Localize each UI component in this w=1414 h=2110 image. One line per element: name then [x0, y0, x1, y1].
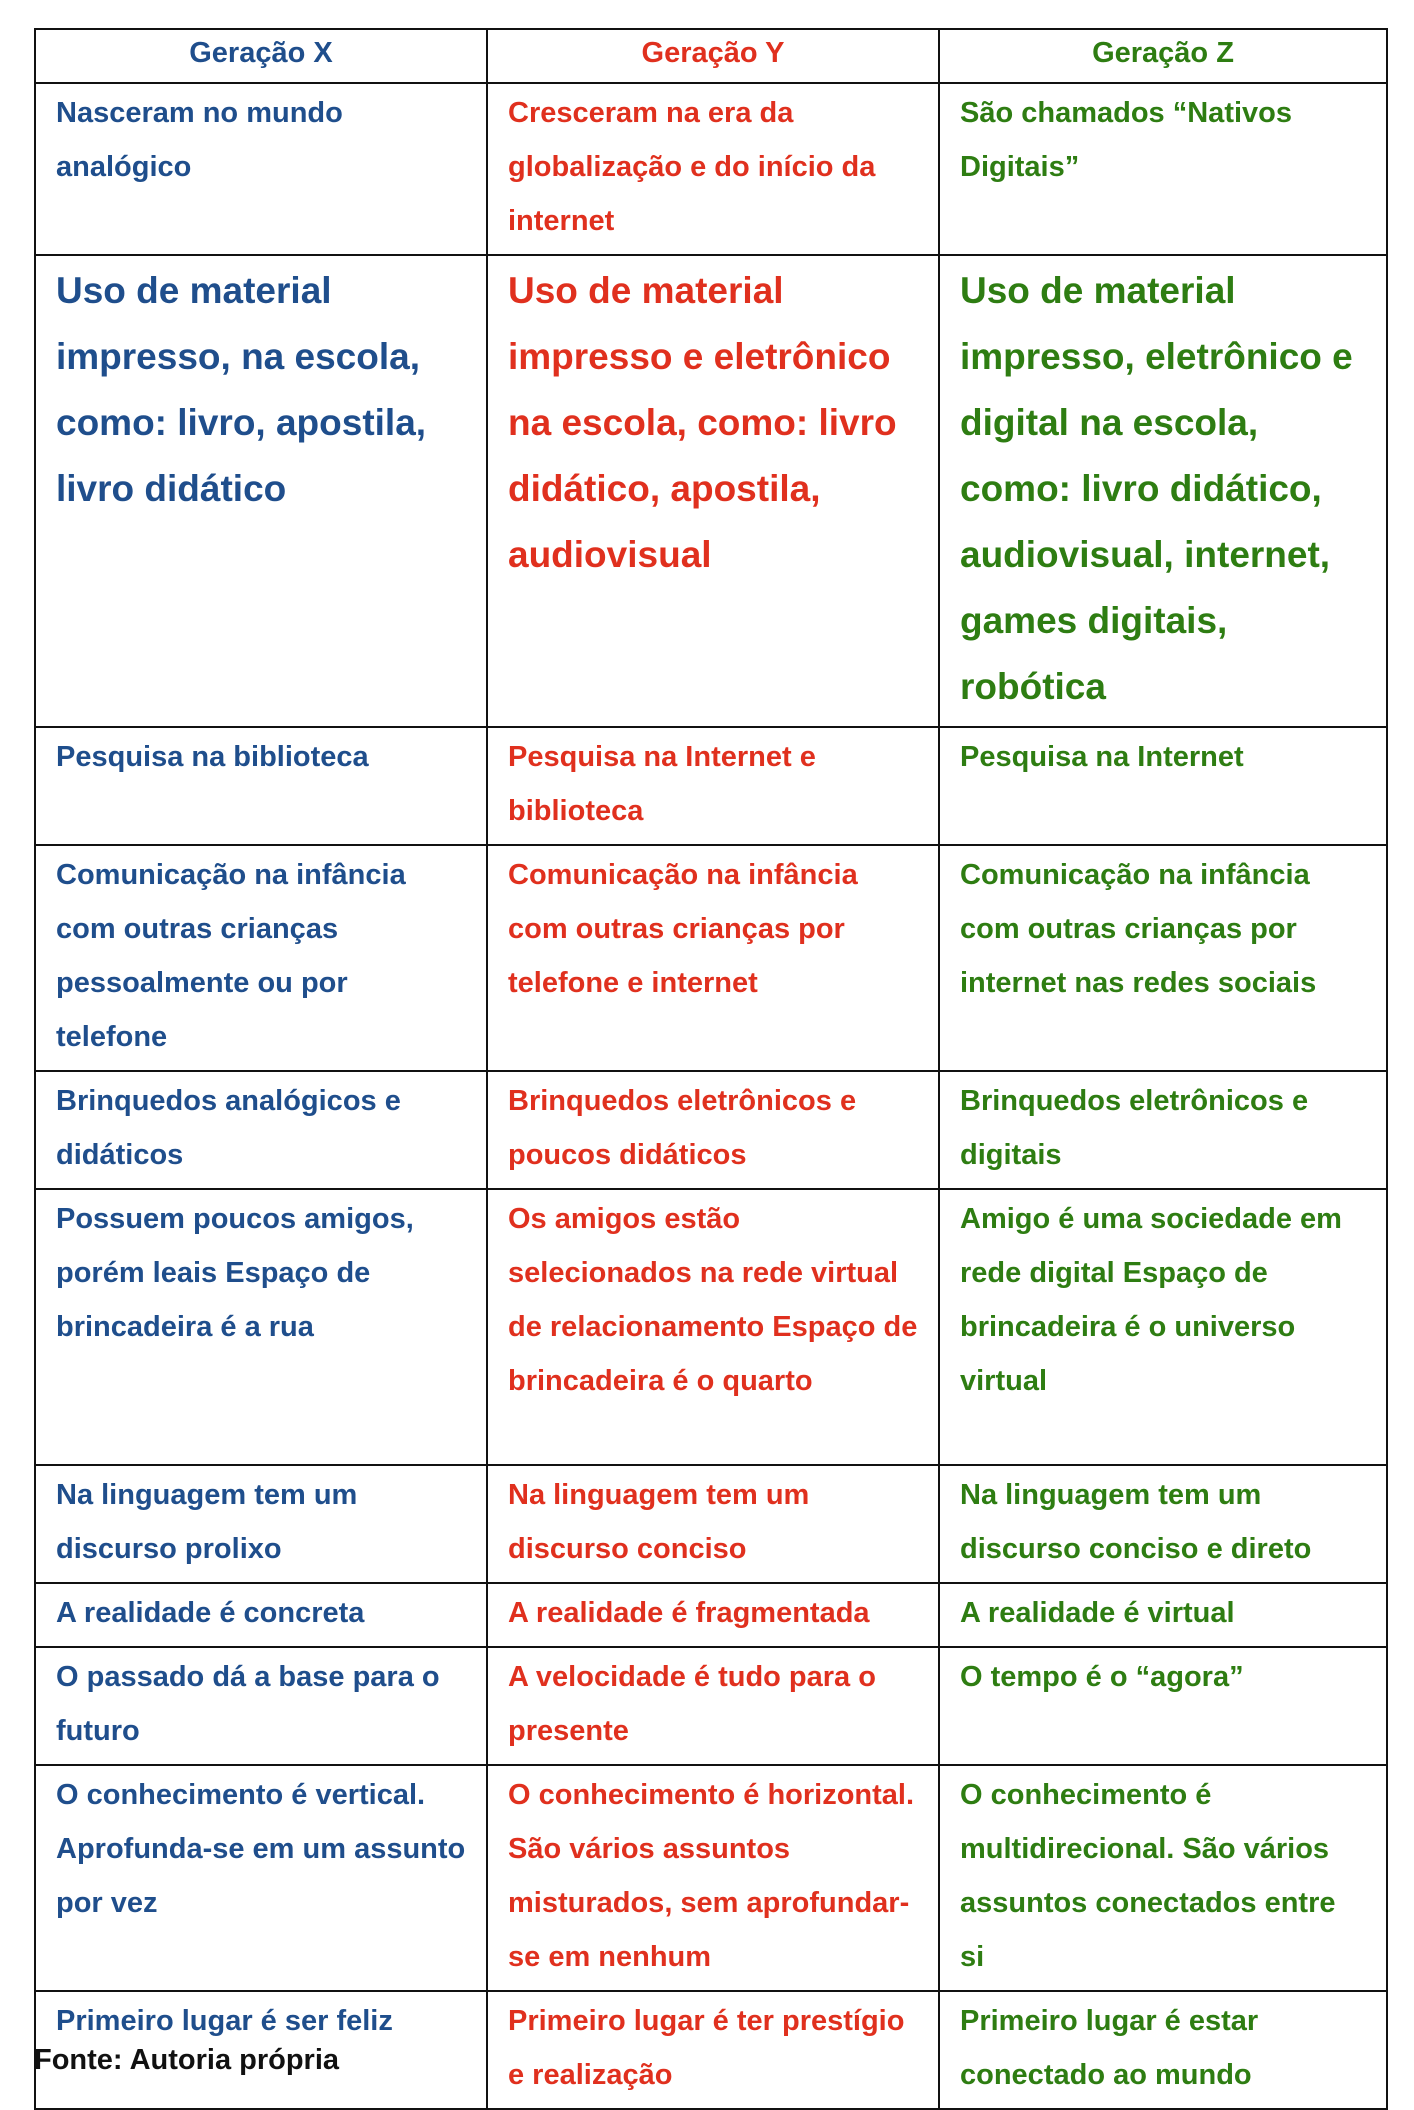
cell-y: Uso de material impresso e eletrônico na escola, como: livro didático, apostila, audiovisual — [487, 255, 939, 727]
cell-y: Primeiro lugar é ter prestígio e realização — [487, 1991, 939, 2109]
cell-z: Pesquisa na Internet — [939, 727, 1387, 845]
cell-y: Na linguagem tem um discurso conciso — [487, 1465, 939, 1583]
cell-x: Primeiro lugar é ser feliz — [35, 1991, 487, 2109]
cell-z: Primeiro lugar é estar conectado ao mundo — [939, 1991, 1387, 2109]
cell-z: A realidade é virtual — [939, 1583, 1387, 1647]
cell-y: Pesquisa na Internet e biblioteca — [487, 727, 939, 845]
cell-z: Comunicação na infância com outras crianças por internet nas redes sociais — [939, 845, 1387, 1071]
cell-z: Brinquedos eletrônicos e digitais — [939, 1071, 1387, 1189]
cell-y: Os amigos estão selecionados na rede virtual de relacionamento Espaço de brincadeira é o quarto — [487, 1189, 939, 1465]
cell-x: Possuem poucos amigos, porém leais Espaço de brincadeira é a rua — [35, 1189, 487, 1465]
cell-y: A realidade é fragmentada — [487, 1583, 939, 1647]
cell-z: O conhecimento é multidirecional. São vários assuntos conectados entre si — [939, 1765, 1387, 1991]
cell-x: O passado dá a base para o futuro — [35, 1647, 487, 1765]
cell-z: Uso de material impresso, eletrônico e digital na escola, como: livro didático, audiovisual, internet, games digitais, robótica — [939, 255, 1387, 727]
table-row — [35, 845, 1387, 1071]
cell-x: Uso de material impresso, na escola, como: livro, apostila, livro didático — [35, 255, 487, 727]
table-row — [35, 1583, 1387, 1647]
header-row — [35, 29, 1387, 83]
cell-x: Nasceram no mundo analógico — [35, 83, 487, 255]
cell-x: Brinquedos analógicos e didáticos — [35, 1071, 487, 1189]
table-row — [35, 1071, 1387, 1189]
cell-x: Pesquisa na biblioteca — [35, 727, 487, 845]
cell-y: Cresceram na era da globalização e do início da internet — [487, 83, 939, 255]
table-row — [35, 255, 1387, 727]
header-geracao-z: Geração Z — [939, 29, 1387, 83]
cell-x: Comunicação na infância com outras crianças pessoalmente ou por telefone — [35, 845, 487, 1071]
cell-z: Na linguagem tem um discurso conciso e direto — [939, 1465, 1387, 1583]
cell-z: O tempo é o “agora” — [939, 1647, 1387, 1765]
cell-y: A velocidade é tudo para o presente — [487, 1647, 939, 1765]
table-row — [35, 83, 1387, 255]
header-geracao-y: Geração Y — [487, 29, 939, 83]
table-row — [35, 727, 1387, 845]
table-row — [35, 1647, 1387, 1765]
cell-y: Brinquedos eletrônicos e poucos didáticos — [487, 1071, 939, 1189]
header-geracao-x: Geração X — [35, 29, 487, 83]
generations-table — [34, 28, 1388, 2110]
cell-y: O conhecimento é horizontal. São vários assuntos misturados, sem aprofundar-se em nenhum — [487, 1765, 939, 1991]
cell-z: São chamados “Nativos Digitais” — [939, 83, 1387, 255]
source-caption: Fonte: Autoria própria — [34, 2044, 340, 2076]
table-row — [35, 1189, 1387, 1465]
cell-z: Amigo é uma sociedade em rede digital Espaço de brincadeira é o universo virtual — [939, 1189, 1387, 1465]
cell-x: A realidade é concreta — [35, 1583, 487, 1647]
cell-x: Na linguagem tem um discurso prolixo — [35, 1465, 487, 1583]
cell-y: Comunicação na infância com outras crianças por telefone e internet — [487, 845, 939, 1071]
table-row — [35, 1465, 1387, 1583]
table-row — [35, 1765, 1387, 1991]
cell-x: O conhecimento é vertical. Aprofunda-se em um assunto por vez — [35, 1765, 487, 1991]
